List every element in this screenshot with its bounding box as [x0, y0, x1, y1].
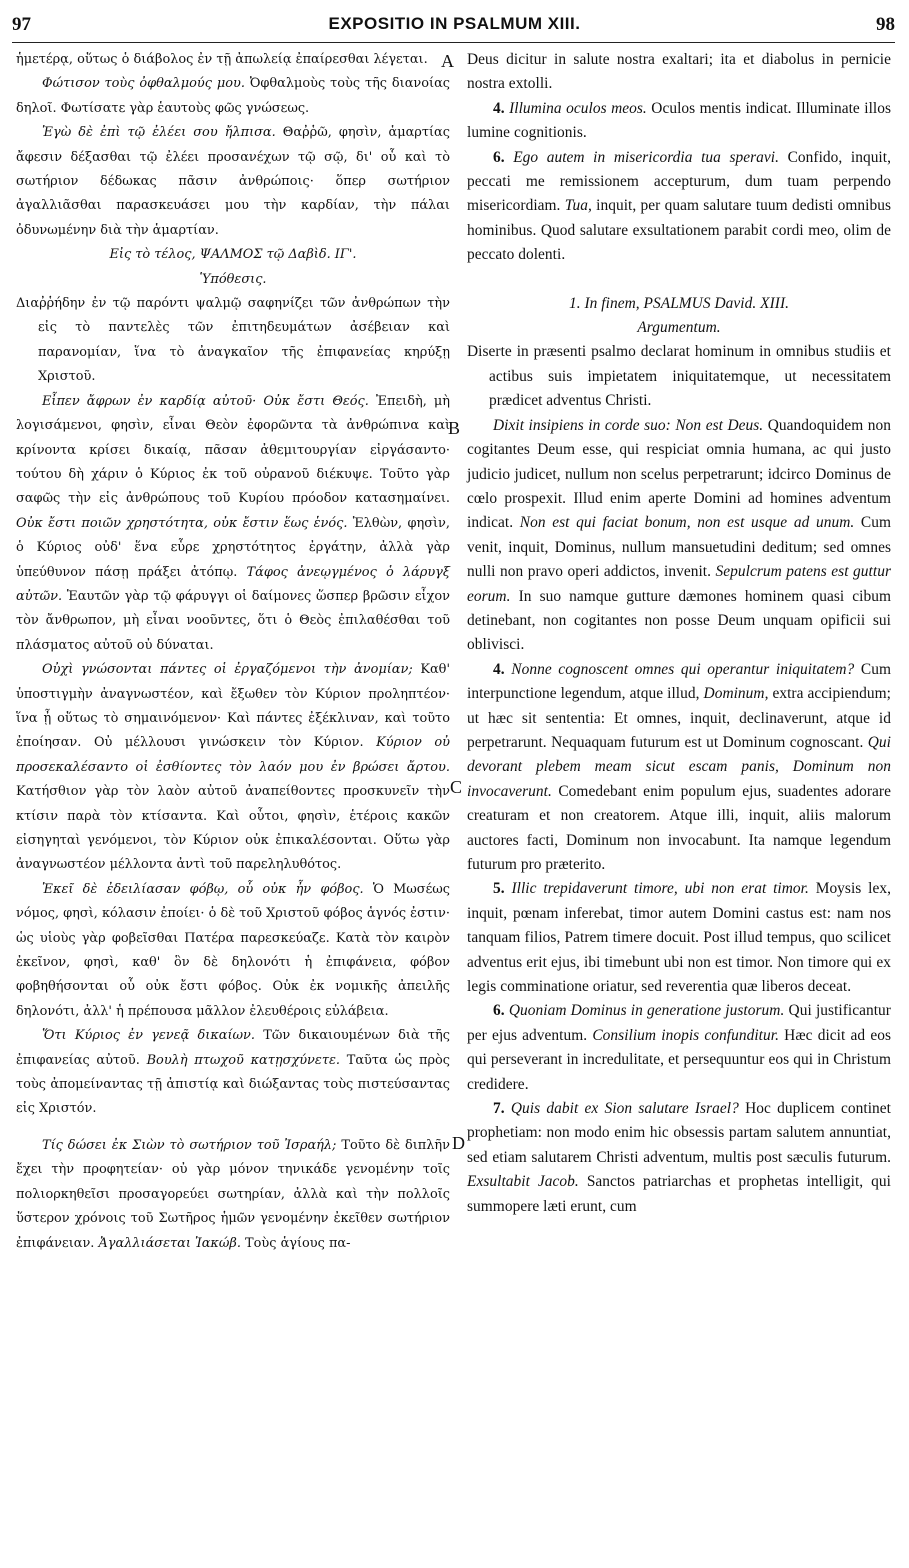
latin-paragraph: 6. Ego autem in misericordia tua speravi. Confido, inquit, peccati me remissionem accepturum, dum tuam perpendo misericordiam. Tua, inquit, per quam salutare tuum dedisti omnibus hominibus. Quod salutare exsultationem parabit cordi meo, olim de peccato dolenti. — [467, 148, 891, 264]
paragraph-gap — [467, 268, 891, 292]
latin-lemma: Quis dabit ex Sion salutare Israel? — [510, 1100, 739, 1118]
latin-argument-heading: Argumentum. — [637, 319, 721, 337]
latin-psalm-title: 1. In finem, PSALMUS David. XIII. — [568, 294, 790, 312]
latin-paragraph: 5. Illic trepidaverunt timore, ubi non erat timor. Moysis lex, inquit, pœnam inferebat, timor autem Domini castus est: nam nos tanquam filios, Patrem timere docuit. Post illud tempus, quo scilicet adventus erit ejus, ibi timebunt ubi non est timor. Non timore qui ex legis comminatione oriatur, sed reverentia quæ liberos deceat. — [467, 880, 891, 996]
page-header — [0, 14, 909, 40]
greek-lemma: Οὐχὶ γνώσονται πάντες οἱ ἐργαζόμενοι τὴν ἀνομίαν; — [42, 662, 413, 678]
latin-paragraph: 4. Nonne cognoscent omnes qui operantur iniquitatem? Cum interpunctione legendum, atque illud, Dominum, extra accipiendum; ut hæc sit sententia: Et omnes, inquit, declinaverunt, atque id perpetrarunt. Nequaquam futurum est ut Dominum cognoscant. Qui devorant plebem meam sicut escam panis, Dominum non invocaverunt. Comedebant enim populum ejus, suadentes adorare creaturam et non creatorem. Atque illi, inquit, aliis malorum auctores facti, Dominum non invocabunt. Ita namque legendum futurum pro præterito. — [467, 660, 892, 873]
latin-lemma: Dixit insipiens in corde suo: Non est Deus. — [493, 416, 764, 434]
greek-lemma: Ὅτι Κύριος ἐν γενεᾷ δικαίων. — [42, 1028, 255, 1044]
greek-paragraph: Ἐκεῖ δὲ ἐδειλίασαν φόβῳ, οὗ οὐκ ἦν φόβος. Ὁ Μωσέως νόμος, φησὶ, κόλασιν ἐποίει· ὁ δὲ τοῦ Χριστοῦ φόβος ἁγνός ἐστιν· ὡς υἱοὺς γὰρ φοβεῖσθαι Πατέρα παρεσκεύαζε. Κατὰ τὸν καιρὸν ἐκεῖνον, φησὶ, καθ' ὃν δὲ δηλονότι ἡ ἐπιφάνεια, φόβον φοβηθήσονται οὗ οὐκ ἔστι φόβος. Οὐκ ἐκ νομικῆς ἀπειλῆς δηλονότι, ἀλλ' ἡ πρέπουσα μᾶλλον ἐλευθέροις εὐλάβεια. — [16, 881, 450, 1019]
left-page-number: 97 — [12, 14, 31, 35]
greek-paragraph: Φώτισον τοὺς ὀφθαλμούς μου. Ὀφθαλμοὺς τοὺς τῆς διανοίας δηλοῖ. Φωτίσατε γὰρ ἑαυτοὺς φῶς γνώσεως. — [16, 76, 450, 116]
latin-lemma: Illic trepidaverunt timore, ubi non erat timor. — [511, 880, 809, 898]
greek-argument-heading: Ὑπόθεσις. — [199, 271, 267, 287]
greek-paragraph: Εἶπεν ἄφρων ἐν καρδίᾳ αὐτοῦ· Οὐκ ἔστι Θεός. Ἐπειδὴ, μὴ λογισάμενοι, φησὶν, εἶναι Θεὸν ἐφορῶντα τὰ ἀνθρώπινα καὶ κρίνοντα κρίσει δικαίᾳ, πᾶσαν ἀθεμιτουργίαν εἰργάσαντο· τούτου δὴ χάριν ὁ Κύριος ἐκ τοῦ οὐρανοῦ διέκυψε. Τοῦτο γὰρ σαφῶς τὴν εἰς ἀνθρώπους τοῦ Κυρίου πρόοδον κατασημαίνει. Οὐκ ἔστι ποιῶν χρηστότητα, οὐκ ἔστιν ἕως ἑνός. Ἐλθὼν, φησὶν, ὁ Κύριος οὐδ' ἕνα εὗρε χρηστότητος ἐργάτην, ἀλλὰ γὰρ ὑπεύθυνον πάσῃ πράξει ἀτόπῳ. Τάφος ἀνεῳγμένος ὁ λάρυγξ αὐτῶν. Ἑαυτῶν γὰρ τῷ φάρυγγι οἱ δαίμονες ὥσπερ βρῶσιν εἶχον τὸν ἄνθρωπον, μὴ εἶναι νοοῦντες, ὅτι ὁ Θεὸς ἐπιλαθέσθαι τοῦ πλάσματος αὐτοῦ οὐ δύναται. — [16, 393, 451, 653]
latin-lemma: Non est qui faciat bonum, non est usque ad unum. — [513, 514, 855, 532]
latin-lemma: Illumina oculos meos. — [509, 99, 647, 117]
margin-letter-a: A — [441, 51, 454, 71]
greek-column — [16, 48, 450, 1256]
latin-paragraph: Diserte in præsenti psalmo declarat hominum in omnibus studiis et actibus suis impietatem iniquitatemque, ut necessitatem prædicet adventus Christi. — [467, 343, 891, 410]
latin-lemma: Dominum, — [699, 685, 769, 703]
margin-letter-c: C — [450, 777, 463, 797]
latin-lemma: Tua, — [560, 197, 592, 215]
greek-lemma: Τάφος ἀνεῳγμένος ὁ λάρυγξ αὐτῶν. — [16, 564, 450, 604]
greek-lemma: Κύριον οὐ προσεκαλέσαντο οἱ ἐσθίοντες τὸν λαόν μου ἐν βρώσει ἄρτου. — [16, 735, 450, 775]
greek-lemma: Βουλὴ πτωχοῦ κατῃσχύνετε. — [139, 1052, 340, 1068]
greek-paragraph: Οὐχὶ γνώσονται πάντες οἱ ἐργαζόμενοι τὴν ἀνομίαν; Καθ' ὑποστιγμὴν ἀναγνωστέον, καὶ ἔξωθεν τὸν Κύριον προληπτέον· ἵνα ᾖ οὕτως τὸ σημαινόμενον· Καὶ πάντες ἐξέκλιναν, καὶ τοῦτο ἐποίησαν. Οὐ μέλλουσι γινώσκειν τὸν Κύριον. Κύριον οὐ προσεκαλέσαντο οἱ ἐσθίοντες τὸν λαόν μου ἐν βρώσει ἄρτου. Κατήσθιον γὰρ τὸν λαὸν αὐτοῦ ἀναπείθοντες προσκυνεῖν τὴν κτίσιν παρὰ τὸν κτίσαντα. Καὶ οὗτοι, φησὶν, ἑτέροις κακῶν εἰσηγηταὶ γενόμενοι, τὸν Κύριον οὐκ ἐπικαλέσονται. Οὕτω γὰρ ἀναγνωστέον μέλλοντα ἀντὶ τοῦ παρεληλυθότος. — [16, 662, 450, 873]
greek-paragraph: Ὅτι Κύριος ἐν γενεᾷ δικαίων. Τῶν δικαιουμένων διὰ τῆς ἐπιφανείας αὐτοῦ. Βουλὴ πτωχοῦ κατῃσχύνετε. Ταῦτα ὡς πρὸς τοὺς ἀπομείναντας τῇ ἀπιστίᾳ καὶ διώξαντας τοὺς πιστεύσαντας εἰς Χριστόν. — [16, 1028, 451, 1117]
latin-paragraph: Dixit insipiens in corde suo: Non est Deus. Quandoquidem non cogitantes Deum esse, qui respiciat omnia humana, ac qui justo judicio judicet, nullum non scelus perpetrarunt; idcirco Dominus de cœlo prospexit. Illud enim aperte Domini ad homines adventum indicat. Non est qui faciat bonum, non est usque ad unum. Cum venit, inquit, Dominus, nullum mansuetudini deditum; sed omnes nulli non pravo operi addictos, invenit. Sepulcrum patens est guttur eorum. In suo namque gutture dæmones hominem quasi cibum detinebant, non cogitantes non posse Deum unquam opificii sui oblivisci. — [467, 416, 891, 654]
greek-paragraph: Τίς δώσει ἐκ Σιὼν τὸ σωτήριον τοῦ Ἰσραήλ; Τοῦτο δὲ διπλῆν ἔχει τὴν προφητείαν· οὐ γὰρ μόνον τηνικάδε γενομένην τοῖς πολιορκηθεῖσι προσαγορεύει σωτηρίαν, ἀλλὰ καὶ τὴν πολλοῖς ὕστερον χρόνοις τοῦ Σωτῆρος ἡμῶν γενομένην ἐκεῖθεν σωτήριον ἐπιφάνειαν. Ἀγαλλιάσεται Ἰακώβ. Τοὺς ἁγίους πα- — [16, 1137, 450, 1251]
greek-lemma: Εἶπεν ἄφρων ἐν καρδίᾳ αὐτοῦ· Οὐκ ἔστι Θεός. — [42, 393, 369, 409]
latin-lemma: Ego autem in misericordia tua speravi. — [513, 148, 780, 166]
latin-lemma: Quoniam Dominus in generatione justorum. — [508, 1002, 785, 1020]
greek-paragraph: Ἐγὼ δὲ ἐπὶ τῷ ἐλέει σου ἤλπισα. Θαῤῥῶ, φησὶν, ἁμαρτίας ἄφεσιν δέξασθαι τῷ ἐλέει προσανέχων τῷ σῷ, δι' οὗ καὶ τὸ σωτήριον δέδωκας πᾶσιν ἀνθρώποις· ὅπερ σωτήριον ἀγαλλιᾶσθαι παρασκευάσει μου τὴν καρδίαν, τὴν πάλαι ὀδυνωμένην διὰ τὴν ἁμαρτίαν. — [16, 125, 450, 238]
latin-paragraph: Deus dicitur in salute nostra exaltari; ita et diabolus in pernicie nostra extolli. — [467, 51, 891, 93]
latin-lemma: Qui devorant plebem meam sicut escam panis, Dominum non invocaverunt. — [467, 733, 891, 800]
running-title: EXPOSITIO IN PSALMUM XIII. — [328, 14, 581, 33]
latin-lemma: Sepulcrum patens est guttur eorum. — [467, 563, 891, 605]
greek-lemma: Τίς δώσει ἐκ Σιὼν τὸ σωτήριον τοῦ Ἰσραήλ; — [42, 1137, 337, 1153]
margin-letter-d: D — [452, 1133, 465, 1153]
greek-paragraph: Διαῤῥήδην ἐν τῷ παρόντι ψαλμῷ σαφηνίζει τῶν ἀνθρώπων τὴν εἰς τὸ παντελὲς τῶν ἐπιτηδευμάτων ἀσέβειαν καὶ παρανομίαν, ἵνα τὸ ἀναγκαῖον τῆς ἐπιφανείας κηρύξῃ Χριστοῦ. — [16, 296, 450, 385]
greek-paragraph: ἡμετέρᾳ, οὕτως ὁ διάβολος ἐν τῇ ἀπωλείᾳ ἐπαίρεσθαι λέγεται. — [16, 52, 428, 67]
latin-lemma: Nonne cognoscent omnes qui operantur iniquitatem? — [511, 660, 855, 678]
latin-paragraph: 4. Illumina oculos meos. Oculos mentis indicat. Illuminate illos lumine cognitionis. — [467, 99, 892, 142]
header-rule — [12, 42, 895, 43]
paragraph-gap — [16, 1122, 450, 1134]
latin-column — [467, 48, 891, 1219]
latin-paragraph: 7. Quis dabit ex Sion salutare Israel? Hoc duplicem continet prophetiam: non modo enim hic obsessis partam salutem annuntiat, sed etiam salutarem Christi adventum, multis post sæculis futurum. Exsultabit Jacob. Sanctos patriarchas et prophetas intelligit, qui summopere læti erunt, cum — [467, 1100, 891, 1215]
greek-lemma: Φώτισον τοὺς ὀφθαλμούς μου. — [42, 76, 245, 92]
greek-psalm-title: Εἰς τὸ τέλος, ΨΑΛΜΟΣ τῷ Δαβὶδ. ΙΓ'. — [109, 247, 357, 263]
latin-lemma: Exsultabit Jacob. — [467, 1173, 579, 1191]
greek-lemma: Οὐκ ἔστι ποιῶν χρηστότητα, οὐκ ἔστιν ἕως ἑνός. — [16, 515, 348, 531]
greek-lemma: Ἀγαλλιάσεται Ἰακώβ. — [94, 1235, 241, 1251]
latin-lemma: Consilium inopis confunditur. — [587, 1026, 779, 1044]
greek-lemma: Ἐκεῖ δὲ ἐδειλίασαν φόβῳ, οὗ οὐκ ἦν φόβος. — [42, 881, 364, 897]
margin-letter-b: B — [448, 418, 461, 438]
latin-paragraph: 6. Quoniam Dominus in generatione justorum. Qui justificantur per ejus adventum. Consilium inopis confunditur. Hæc dicit ad eos qui perseverant in incredulitate, et persequuntur eos qui in Christum credidere. — [467, 1002, 891, 1093]
greek-lemma: Ἐγὼ δὲ ἐπὶ τῷ ἐλέει σου ἤλπισα. — [42, 125, 276, 141]
right-page-number: 98 — [876, 14, 895, 35]
